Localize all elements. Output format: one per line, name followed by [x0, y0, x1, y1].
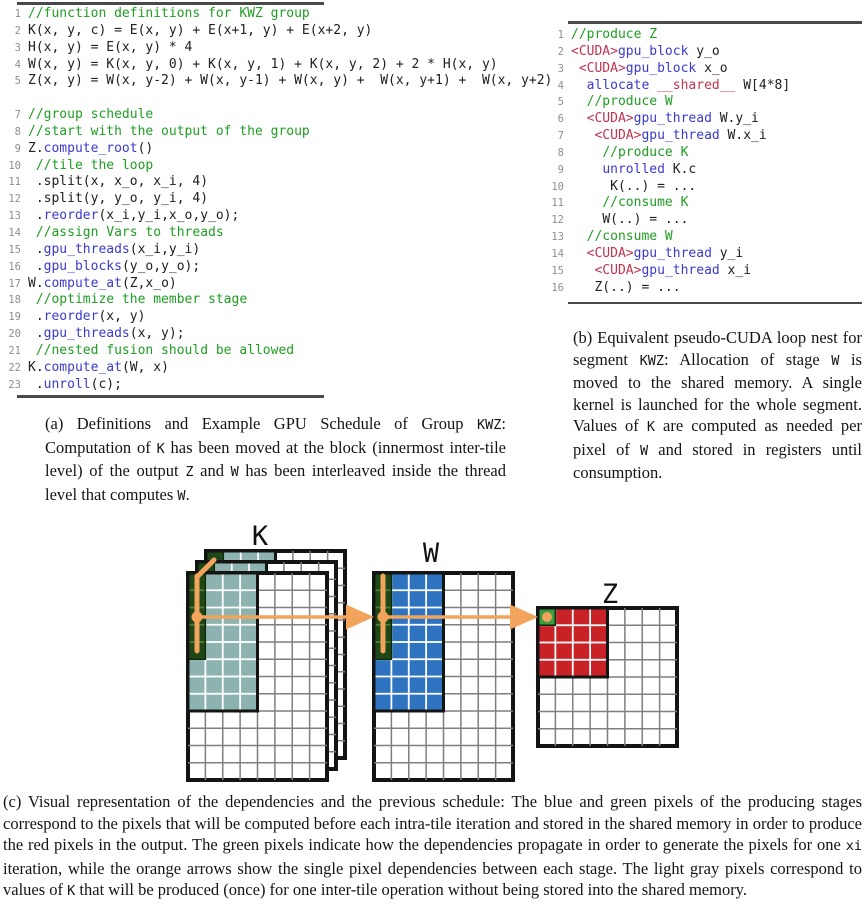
code-text: .unroll(c);	[35, 376, 122, 392]
computed-pixel	[427, 643, 443, 658]
code-line	[6, 326, 526, 343]
computed-pixel	[410, 695, 426, 710]
code-text: <CUDA>gpu_thread W.x_i	[594, 128, 767, 144]
code-text: allocate __shared__ W[4*8]	[586, 77, 791, 93]
line-number: 11	[8, 176, 21, 189]
computed-pixel	[241, 660, 257, 675]
caption-a	[45, 413, 506, 507]
computed-pixel	[427, 591, 443, 606]
computed-pixel	[539, 661, 555, 676]
computed-pixel	[392, 643, 408, 658]
caption-text: : Allocation of stage	[663, 349, 832, 369]
caption-text: has been moved at the block (innermost inter-tile level) of the output	[45, 437, 506, 480]
code-text: <CUDA>gpu_block y_o	[571, 43, 720, 59]
computed-pixel	[224, 643, 240, 658]
computed-pixel	[591, 643, 607, 658]
code-line	[551, 44, 863, 61]
computed-pixel	[410, 626, 426, 641]
stage-label: W	[422, 538, 440, 569]
line-number: 14	[551, 247, 564, 260]
computed-pixel	[224, 626, 240, 641]
line-number: 9	[14, 142, 21, 155]
code-line	[551, 162, 863, 179]
caption-text: : Computation of	[45, 414, 506, 457]
code-text: //group schedule	[28, 107, 154, 123]
inline-code-token: KWZ	[639, 352, 664, 369]
code-line	[6, 259, 526, 276]
computed-pixel	[410, 643, 426, 658]
computed-pixel	[241, 677, 257, 692]
code-text: W(..) = ...	[602, 212, 689, 228]
code-line	[6, 158, 526, 175]
code-line	[551, 179, 863, 196]
code-line	[6, 377, 526, 394]
computed-pixel	[591, 661, 607, 676]
code-text: unrolled K.c	[602, 161, 697, 177]
code-text: //produce W	[586, 94, 673, 110]
code-line	[6, 90, 526, 107]
caption-text: (b) Equivalent pseudo-CUDA loop nest for segment	[573, 328, 862, 369]
code-line	[551, 280, 863, 297]
caption-text: are computed as needed per pixel of	[573, 416, 862, 459]
code-line	[6, 360, 526, 377]
computed-pixel	[574, 643, 590, 658]
line-number: 8	[557, 146, 564, 159]
code-text: //produce K	[602, 144, 689, 160]
code-text: //optimize the member stage	[35, 292, 248, 308]
computed-pixel	[574, 626, 590, 641]
computed-pixel	[556, 609, 572, 624]
caption-c	[3, 791, 862, 903]
dependency-diagram	[150, 515, 710, 791]
computed-pixel	[556, 643, 572, 658]
computed-pixel	[189, 695, 205, 710]
caption-text: (a) Definitions and Example GPU Schedule of Group	[45, 414, 477, 433]
code-text: W(x, y) = K(x, y, 0) + K(x, y, 1) + K(x, y, 2) + 2 * H(x, y)	[28, 56, 498, 72]
code-line	[6, 40, 526, 57]
computed-pixel	[392, 626, 408, 641]
code-text: .split(x, x_o, x_i, 4)	[35, 174, 209, 190]
caption-text: and stored in registers until consumption.	[573, 439, 862, 482]
code-line	[6, 191, 526, 208]
line-number: 2	[557, 45, 564, 58]
computed-pixel	[206, 591, 222, 606]
code-line	[551, 212, 863, 229]
inline-code-token: K	[67, 883, 76, 899]
line-number: 2	[14, 24, 21, 37]
caption-text: is moved to the shared memory. A single kernel is launched for the whole segment. Values of	[573, 349, 862, 435]
code-line	[6, 107, 526, 124]
code-line	[6, 73, 553, 90]
code-line	[551, 94, 863, 111]
inline-code-token: K	[646, 419, 655, 435]
dependency-dot	[542, 612, 552, 622]
computed-pixel	[224, 660, 240, 675]
inline-code-token: W	[640, 442, 649, 459]
computed-pixel	[224, 677, 240, 692]
computed-pixel	[591, 609, 607, 624]
dependency-arrow-head	[346, 605, 374, 630]
code-text: //nested fusion should be allowed	[35, 342, 295, 358]
code-text: W.compute_at(Z,x_o)	[28, 275, 177, 291]
caption-text: has been interleaved inside the thread level that computes	[45, 461, 507, 504]
code-line	[551, 229, 863, 246]
line-number: 4	[14, 58, 21, 71]
code-text: //tile the loop	[35, 157, 154, 173]
caption-b	[573, 327, 862, 484]
code-line	[551, 145, 863, 162]
code-text: Z(x, y) = W(x, y-2) + W(x, y-1) + W(x, y) + W(x, y+1) + W(x, y+2)	[28, 73, 553, 89]
inline-code-token: W	[230, 464, 239, 480]
computed-pixel	[241, 591, 257, 606]
code-text: K(..) = ...	[610, 178, 697, 194]
computed-pixel	[427, 660, 443, 675]
code-line	[6, 343, 526, 360]
computed-pixel	[539, 626, 555, 641]
computed-pixel	[392, 677, 408, 692]
code-line	[551, 61, 863, 78]
computed-pixel	[206, 660, 222, 675]
line-number: 5	[557, 96, 564, 109]
line-number: 4	[557, 79, 564, 92]
computed-pixel	[392, 660, 408, 675]
computed-pixel	[427, 695, 443, 710]
line-number: 11	[551, 197, 564, 210]
listing-a	[6, 6, 553, 393]
code-text: //start with the output of the group	[28, 123, 310, 139]
code-text: .gpu_threads(x_i,y_i)	[35, 241, 201, 257]
line-number: 14	[8, 226, 21, 239]
computed-pixel	[427, 677, 443, 692]
code-line	[551, 128, 863, 145]
code-line	[6, 141, 526, 158]
computed-pixel	[410, 677, 426, 692]
computed-pixel	[224, 574, 240, 589]
code-line	[6, 309, 526, 326]
line-number: 15	[8, 243, 21, 256]
line-number: 8	[14, 125, 21, 138]
code-line	[6, 292, 526, 309]
line-number: 13	[551, 231, 564, 244]
code-text: //consume W	[586, 229, 673, 245]
computed-pixel	[206, 574, 222, 589]
line-number: 16	[8, 260, 21, 273]
code-text: .reorder(x_i,y_i,x_o,y_o);	[35, 208, 240, 224]
code-line	[551, 78, 863, 95]
code-line	[6, 57, 526, 74]
listing-b-bottom-rule	[568, 302, 862, 304]
code-text: K.compute_at(W, x)	[28, 359, 169, 375]
line-number: 18	[8, 294, 21, 307]
line-number: 17	[8, 277, 21, 290]
code-line	[6, 208, 526, 225]
code-text: //produce Z	[571, 27, 658, 42]
line-number: 5	[14, 75, 21, 88]
computed-pixel	[375, 677, 391, 692]
code-line	[6, 174, 526, 191]
line-number: 12	[8, 193, 21, 206]
computed-pixel	[427, 626, 443, 641]
line-number: 3	[14, 41, 21, 54]
inline-code-token: KWZ	[476, 417, 502, 433]
caption-text: that will be produced (once) for one inter-tile operation without being stored into the shared memory.	[75, 880, 747, 899]
code-text: <CUDA>gpu_block x_o	[578, 60, 728, 76]
code-text: <CUDA>gpu_thread x_i	[594, 262, 752, 278]
inline-code-token: K	[156, 440, 165, 457]
code-text: Z(..) = ...	[594, 279, 681, 295]
line-number	[6, 90, 21, 107]
stage-label: K	[251, 521, 269, 552]
computed-pixel	[427, 574, 443, 589]
computed-pixel	[556, 661, 572, 676]
dependency-dot	[378, 612, 389, 623]
line-number: 9	[557, 163, 564, 176]
code-text: //consume K	[602, 195, 689, 211]
line-number: 22	[8, 361, 21, 374]
line-number: 10	[8, 159, 21, 172]
inline-code-token: W	[831, 352, 840, 369]
code-line	[551, 246, 863, 263]
caption-text: and	[193, 461, 231, 480]
computed-pixel	[241, 574, 257, 589]
computed-pixel	[189, 660, 205, 675]
computed-pixel	[591, 626, 607, 641]
code-text: <CUDA>gpu_thread W.y_i	[586, 111, 759, 127]
code-text: .split(y, y_o, y_i, 4)	[35, 191, 209, 207]
line-number: 16	[551, 281, 564, 294]
listing-a-bottom-rule	[17, 395, 324, 398]
line-number: 21	[8, 344, 21, 357]
computed-pixel	[189, 677, 205, 692]
code-text: //function definitions for KWZ group	[28, 6, 310, 21]
line-number: 7	[557, 130, 564, 143]
computed-pixel	[556, 626, 572, 641]
dependency-dot	[192, 612, 203, 623]
code-line	[551, 111, 863, 128]
code-line	[6, 23, 526, 40]
computed-pixel	[241, 626, 257, 641]
code-line	[6, 276, 526, 293]
line-number: 10	[551, 180, 564, 193]
computed-pixel	[410, 574, 426, 589]
inline-code-token: W	[177, 487, 186, 504]
computed-pixel	[241, 695, 257, 710]
computed-pixel	[375, 660, 391, 675]
line-number: 20	[8, 328, 21, 341]
code-text: .gpu_blocks(y_o,y_o);	[35, 258, 201, 274]
code-text: .gpu_threads(x, y);	[35, 326, 185, 342]
computed-pixel	[206, 677, 222, 692]
code-line	[551, 263, 863, 280]
line-number: 1	[14, 8, 21, 20]
code-line	[551, 195, 863, 212]
inline-code-token: Z	[185, 464, 194, 480]
computed-pixel	[206, 626, 222, 641]
line-number: 6	[557, 113, 564, 126]
code-line	[6, 225, 526, 242]
caption-text: iteration, while the orange arrows show the single pixel dependencies between each stage. The light gray pixels correspond to values of	[3, 858, 862, 899]
listing-a-top-rule	[17, 2, 324, 5]
line-number: 12	[551, 214, 564, 227]
computed-pixel	[375, 695, 391, 710]
dependency-arrow-head	[510, 605, 538, 630]
line-number: 15	[551, 264, 564, 277]
computed-pixel	[392, 574, 408, 589]
line-number: 7	[14, 109, 21, 122]
computed-pixel	[410, 660, 426, 675]
code-line	[6, 242, 526, 259]
caption-text: (c) Visual representation of the dependencies and the previous schedule: The blue and green pixels of the producing stages correspond to the pixels that will be computed before each intra-tile iteration and stored in the shared memory in order to produce the red pixels in the output. The green pixels indicate how the dependencies propagate in order to generate the pixels for one	[3, 792, 862, 854]
computed-pixel	[539, 643, 555, 658]
line-number: 1	[557, 29, 564, 41]
listing-b-top-rule	[568, 21, 862, 24]
line-number: 19	[8, 311, 21, 324]
code-text: K(x, y, c) = E(x, y) + E(x+1, y) + E(x+2, y)	[28, 22, 373, 38]
computed-pixel	[574, 609, 590, 624]
computed-pixel	[574, 661, 590, 676]
computed-pixel	[392, 591, 408, 606]
computed-pixel	[241, 643, 257, 658]
listing-b	[551, 27, 863, 297]
code-text: H(x, y) = E(x, y) * 4	[28, 39, 193, 55]
computed-pixel	[392, 695, 408, 710]
line-number: 13	[8, 210, 21, 223]
caption-text: .	[185, 484, 190, 504]
code-text: .reorder(x, y)	[35, 309, 146, 325]
computed-pixel	[224, 695, 240, 710]
stage-label: Z	[601, 579, 619, 610]
code-line	[6, 124, 526, 141]
code-text: Z.compute_root()	[28, 140, 154, 156]
line-number: 23	[8, 378, 21, 391]
computed-pixel	[224, 591, 240, 606]
code-text: <CUDA>gpu_thread y_i	[586, 245, 744, 261]
code-line	[6, 6, 526, 23]
code-line	[551, 27, 863, 44]
computed-pixel	[206, 643, 222, 658]
line-number: 3	[557, 62, 564, 75]
code-text: //assign Vars to threads	[35, 224, 224, 240]
computed-pixel	[410, 591, 426, 606]
computed-pixel	[206, 695, 222, 710]
inline-code-token: xi	[845, 838, 862, 854]
